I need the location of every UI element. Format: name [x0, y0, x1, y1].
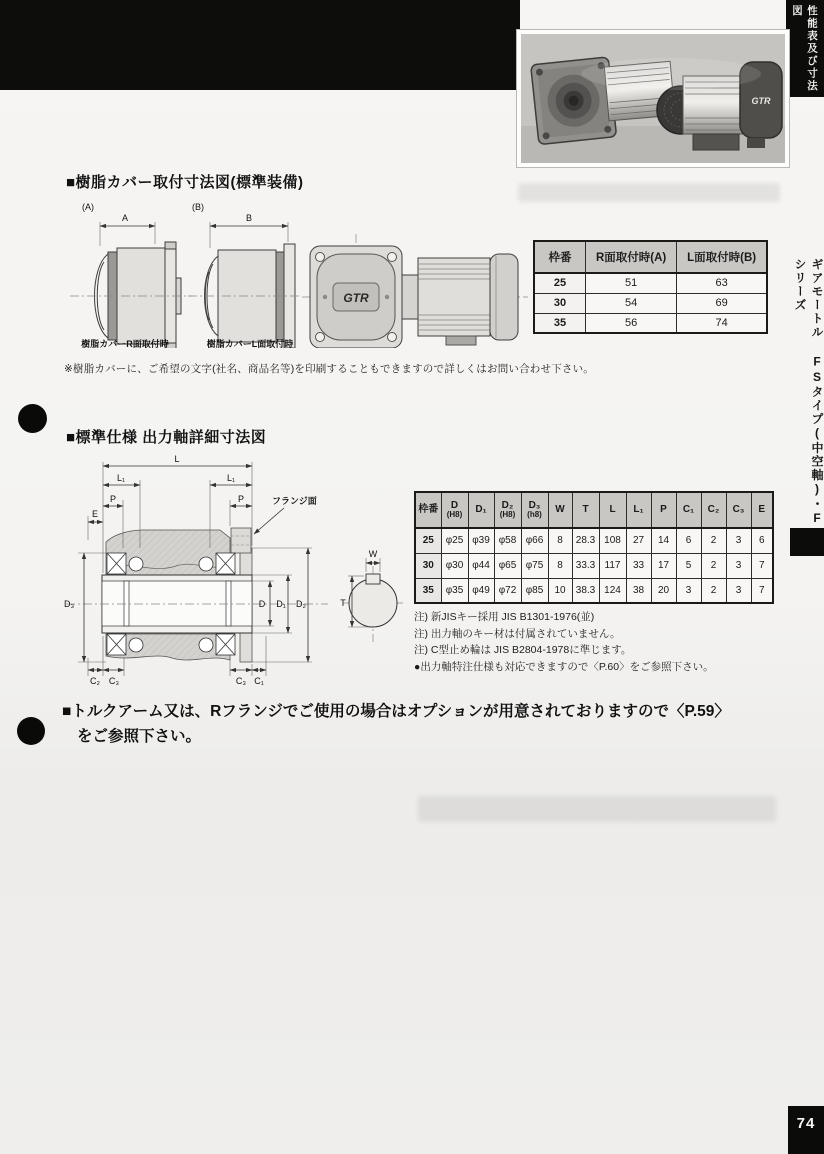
t2-col-w: W	[548, 492, 572, 528]
t1-col-frame: 枠番	[534, 241, 586, 273]
page-number: 74	[788, 1106, 824, 1154]
svg-text:C₃: C₃	[108, 676, 120, 686]
svg-text:E: E	[91, 509, 99, 519]
svg-text:D: D	[258, 599, 266, 609]
svg-text:P: P	[109, 494, 117, 504]
output-shaft-dimension-table	[414, 491, 774, 604]
table-header-row	[534, 241, 767, 273]
note-line: ●出力軸特注仕様も対応できますので〈P.60〉をご参照下さい。	[414, 660, 714, 673]
cover-print-note: ※樹脂カバーに、ご希望の文字(社名、商品名等)を印刷することもできますので詳しくはお問い合わせ下さい。	[64, 363, 594, 375]
torque-arm-note	[62, 699, 797, 749]
t2-col-d1: D₁	[468, 492, 494, 528]
svg-text:フランジ面: フランジ面	[272, 496, 317, 506]
caption-cover-r: 樹脂カバーR面取付時	[81, 339, 169, 348]
sidebar-series-label: ギアモートル FSタイプ(中空軸)・Fシリーズ	[793, 258, 824, 527]
svg-text:L₁: L₁	[116, 473, 126, 483]
product-photo	[521, 34, 785, 163]
t2-col-frame: 枠番	[415, 492, 441, 528]
header-black-band	[0, 0, 520, 90]
t2-col-c3: C₃	[726, 492, 751, 528]
note-line: 注) C型止め輪は JIS B2804-1978に準じます。	[414, 644, 632, 656]
t2-col-t: T	[572, 492, 599, 528]
hollow-shaft	[66, 575, 328, 633]
showthrough-smudge-top	[518, 183, 780, 202]
diagram-a	[70, 202, 192, 348]
t1-col-l-face: L面取付時(B)	[677, 241, 767, 273]
table-row: 25 51 63	[534, 273, 767, 293]
note-line: 注) 出力軸のキー材は付属されていません。	[414, 627, 621, 640]
diagram-b	[188, 202, 302, 348]
svg-text:(B): (B)	[192, 202, 204, 212]
svg-text:C₂: C₂	[90, 676, 100, 686]
t1-col-r-face: R面取付時(A)	[586, 241, 677, 273]
t2-col-c2: C₂	[701, 492, 726, 528]
sidebar-black-tab	[790, 528, 824, 556]
svg-text:T: T	[340, 598, 346, 608]
t2-col-l1: L₁	[626, 492, 651, 528]
table-row: 35 φ35 φ49 φ72 φ85 10 38.3 124 38 20 3 2 3 7	[415, 578, 773, 603]
table-row: 30 φ30 φ44 φ65 φ75 8 33.3 117 33 17 5 2 3 7	[415, 553, 773, 578]
section1-title: ■樹脂カバー取付寸法図(標準装備)	[66, 174, 304, 191]
caption-cover-l: 樹脂カバーL面取付時	[206, 339, 294, 348]
product-photo-frame	[517, 30, 789, 167]
svg-text:B: B	[245, 213, 253, 223]
t2-col-c1: C₁	[676, 492, 701, 528]
t2-col-d: D (H8)	[441, 492, 468, 528]
note-line: 注) 新JISキー採用 JIS B1301-1976(並)	[414, 611, 595, 623]
svg-text:C₁: C₁	[254, 676, 264, 686]
showthrough-smudge-bottom	[418, 796, 776, 822]
section2-title: ■標準仕様 出力軸詳細寸法図	[66, 429, 267, 446]
cover-mounting-diagrams	[62, 196, 532, 348]
svg-text:D₂: D₂	[296, 599, 306, 609]
shaft-notes	[414, 609, 774, 675]
table-row: 30 54 69	[534, 293, 767, 313]
svg-text:(A): (A)	[82, 202, 94, 212]
photo-gtr-logo: GTR	[751, 96, 771, 106]
header-side-tab	[786, 0, 824, 97]
torque-arm-note-line2: をご参照下さい。	[77, 728, 202, 745]
shaft-end-detail	[340, 549, 403, 642]
svg-text:P: P	[237, 494, 245, 504]
t2-col-e: E	[751, 492, 773, 528]
svg-text:C₃: C₃	[235, 676, 247, 686]
binding-dot-bottom	[17, 717, 45, 745]
t2-col-p: P	[651, 492, 676, 528]
svg-text:L₁: L₁	[226, 473, 236, 483]
output-shaft-drawing	[60, 448, 412, 696]
svg-text:D₁: D₁	[276, 599, 286, 609]
motor-side-view	[402, 254, 518, 345]
table-header-row	[415, 492, 773, 528]
svg-text:A: A	[121, 213, 129, 223]
t2-col-d2: D₂ (H8)	[494, 492, 521, 528]
svg-text:D₃: D₃	[64, 599, 75, 609]
torque-arm-note-line1: ■トルクアーム又は、Rフランジでご使用の場合はオプションが用意されておりますので〈P.59〉	[62, 703, 730, 720]
header-side-tab-label: 性能表及び寸法図	[791, 5, 818, 93]
t2-col-l: L	[599, 492, 626, 528]
front-view-gtr-logo: GTR	[343, 291, 369, 305]
svg-text:W: W	[368, 549, 378, 559]
svg-text:L: L	[174, 454, 180, 464]
cover-dimension-table	[533, 240, 768, 334]
table-row: 35 56 74	[534, 313, 767, 333]
t2-col-d3: D₃ (h8)	[521, 492, 548, 528]
binding-dot-top	[18, 404, 47, 433]
table-row: 25 φ25 φ39 φ58 φ66 8 28.3 108 27 14 6 2 3 6	[415, 528, 773, 553]
